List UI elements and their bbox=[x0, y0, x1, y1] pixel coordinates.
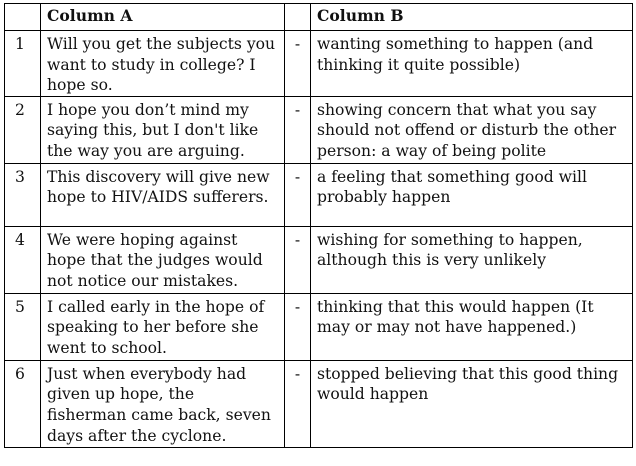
column-b-meaning: thinking that this would happen (It may or may not have happened.) bbox=[311, 293, 633, 360]
table-row bbox=[5, 96, 633, 163]
table-header-row bbox=[5, 4, 633, 31]
column-b-meaning: wishing for something to happen, although this is very unlikely bbox=[311, 226, 633, 293]
header-column-b: Column B bbox=[311, 4, 633, 31]
column-a-sentence: This discovery will give new hope to HIV/AIDS sufferers. bbox=[41, 163, 285, 226]
column-b-meaning: stopped believing that this good thing would happen bbox=[311, 360, 633, 447]
row-number: 4 bbox=[5, 226, 41, 293]
header-column-a: Column A bbox=[41, 4, 285, 31]
table-row bbox=[5, 163, 633, 226]
row-separator: - bbox=[285, 226, 311, 293]
matching-table bbox=[4, 3, 633, 448]
column-a-sentence: I hope you don’t mind my saying this, but I don't like the way you are arguing. bbox=[41, 96, 285, 163]
row-separator: - bbox=[285, 96, 311, 163]
row-separator: - bbox=[285, 163, 311, 226]
column-a-sentence: Will you get the subjects you want to study in college? I hope so. bbox=[41, 31, 285, 97]
table-row bbox=[5, 31, 633, 97]
row-number: 6 bbox=[5, 360, 41, 447]
row-number: 2 bbox=[5, 96, 41, 163]
column-a-sentence: I called early in the hope of speaking to her before she went to school. bbox=[41, 293, 285, 360]
matching-table-container bbox=[4, 3, 633, 448]
row-number: 1 bbox=[5, 31, 41, 97]
column-b-meaning: showing concern that what you say should not offend or disturb the other person: a way of being polite bbox=[311, 96, 633, 163]
header-separator bbox=[285, 4, 311, 31]
row-separator: - bbox=[285, 293, 311, 360]
header-number bbox=[5, 4, 41, 31]
row-number: 3 bbox=[5, 163, 41, 226]
row-separator: - bbox=[285, 31, 311, 97]
column-a-sentence: Just when everybody had given up hope, the fisherman came back, seven days after the cyclone. bbox=[41, 360, 285, 447]
table-row bbox=[5, 360, 633, 447]
row-number: 5 bbox=[5, 293, 41, 360]
table-row bbox=[5, 226, 633, 293]
column-b-meaning: wanting something to happen (and thinking it quite possible) bbox=[311, 31, 633, 97]
column-a-sentence: We were hoping against hope that the judges would not notice our mistakes. bbox=[41, 226, 285, 293]
table-row bbox=[5, 293, 633, 360]
column-b-meaning: a feeling that something good will probably happen bbox=[311, 163, 633, 226]
row-separator: - bbox=[285, 360, 311, 447]
